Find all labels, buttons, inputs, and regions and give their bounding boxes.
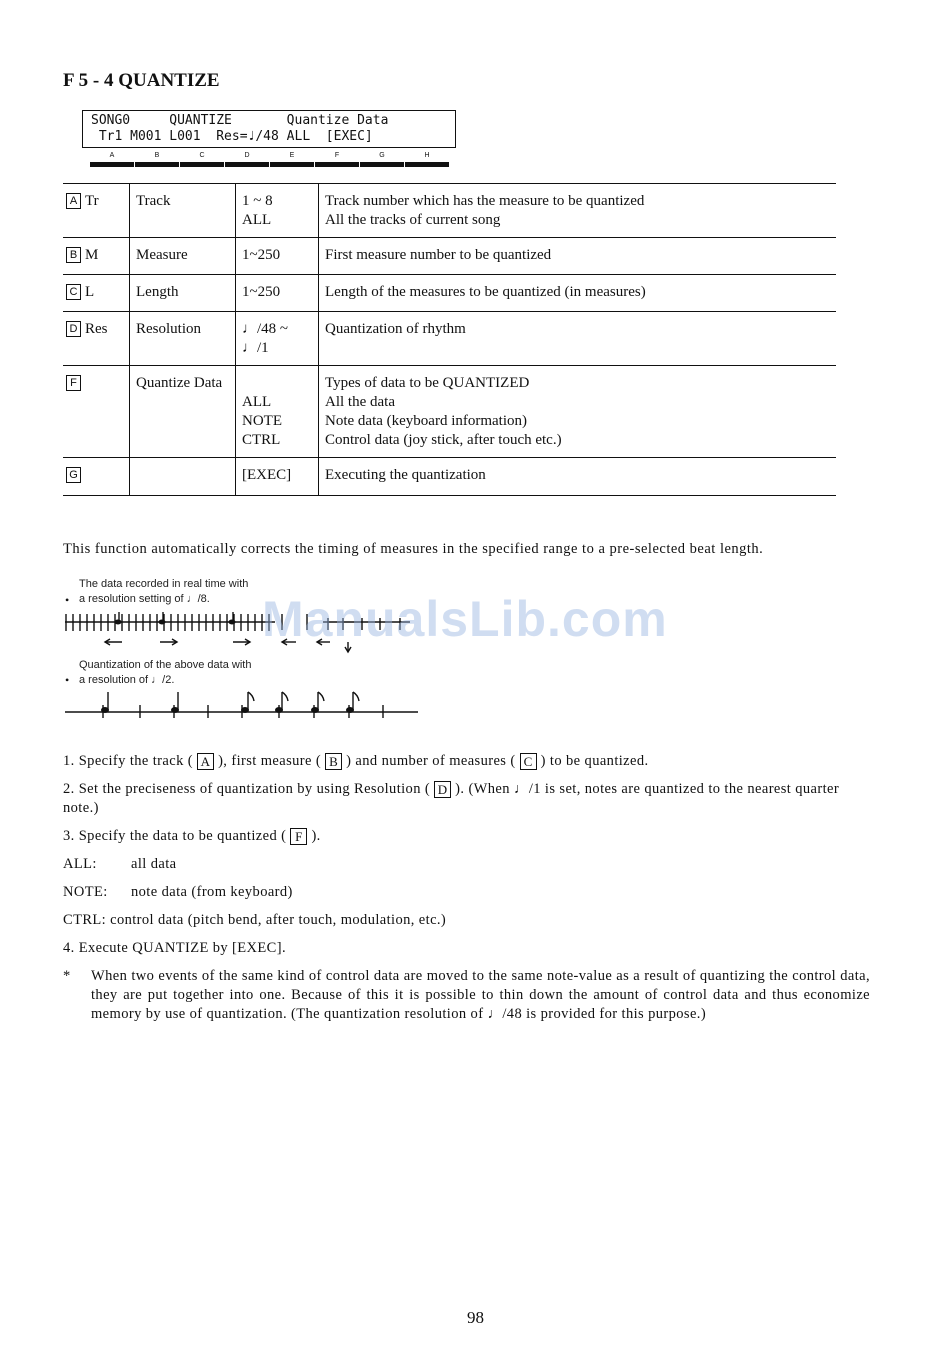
softkey-b[interactable]: B	[135, 152, 179, 167]
softkey-c[interactable]: C	[180, 152, 224, 167]
def-all: ALL: all data	[63, 856, 177, 872]
lcd-display	[82, 110, 456, 148]
softkey-h[interactable]: H	[405, 152, 449, 167]
key-label: G	[66, 467, 81, 483]
table-row: D Res Resolution ♩/48 ~ ♩/1 Quantization of rhythm	[63, 312, 836, 366]
step-4: 4. Execute QUANTIZE by [EXEC].	[63, 940, 286, 956]
key-label: D	[66, 321, 81, 337]
parameter-table	[63, 183, 836, 496]
key-label: A	[197, 753, 214, 770]
key-label: F	[66, 375, 81, 391]
bullet-icon: •	[65, 593, 70, 607]
page-title: F 5 - 4 QUANTIZE	[63, 70, 220, 91]
page-number: 98	[467, 1308, 484, 1327]
step-3: 3. Specify the data to be quantized ( F ).	[63, 828, 321, 844]
diagram-caption-1b: a resolution setting of ♩/8.	[79, 593, 210, 605]
diagram-caption-2a: Quantization of the above data with	[79, 659, 252, 671]
bullet-icon: •	[65, 673, 70, 687]
table-row: C L Length 1~250 Length of the measures to be quantized (in measures)	[63, 275, 836, 312]
key-label: F	[290, 828, 307, 845]
key-label: B	[66, 247, 81, 263]
table-row: A Tr Track 1 ~ 8 ALL Track number which has the measure to be quantized All the tracks of current song	[63, 184, 836, 238]
lcd-line-1: SONG0 QUANTIZE Quantize Data	[91, 113, 389, 128]
key-label: D	[434, 781, 451, 798]
steps-section	[63, 752, 870, 1024]
key-label: A	[66, 193, 81, 209]
def-note: NOTE: note data (from keyboard)	[63, 884, 293, 900]
softkey-a[interactable]: A	[90, 152, 134, 167]
softkey-e[interactable]: E	[270, 152, 314, 167]
key-label: B	[325, 753, 342, 770]
softkey-g[interactable]: G	[360, 152, 404, 167]
diagram-caption-1a: The data recorded in real time with	[79, 578, 249, 590]
table-row: B M Measure 1~250 First measure number to be quantized	[63, 238, 836, 275]
table-row: F Quantize Data ALL NOTE CTRL Types of data to be QUANTIZED All the data Note data (keyboard information) Control data (joy stick, after touch etc.)	[63, 366, 836, 458]
step-2: 2. Set the preciseness of quantization by using Resolution ( D ). (When ♩/1 is set, notes are quantized to the nearest quarter note.)	[63, 781, 840, 816]
step-1: 1. Specify the track ( A ), first measure ( B ) and number of measures ( C ) to be quantized.	[63, 753, 649, 769]
lcd-softkeys	[90, 152, 450, 176]
softkey-f[interactable]: F	[315, 152, 359, 167]
intro-paragraph: This function automatically corrects the timing of measures in the specified range to a pre-selected beat length.	[63, 541, 764, 557]
diagram-caption-2b: a resolution of ♩/2.	[79, 674, 175, 686]
def-ctrl: CTRL: control data (pitch bend, after touch, modulation, etc.)	[63, 912, 447, 928]
key-label: C	[66, 284, 81, 300]
footnote: * When two events of the same kind of control data are moved to the same note-value as a result of quantizing the control data, they are put together into one. Because of this it is possible to thin down the amount of control data and thus economize memory by use of quantization. (The quantization resolution of ♩/48 is provided for this purpose.)	[63, 968, 870, 1022]
table-row: G [EXEC] Executing the quantization	[63, 458, 836, 496]
lcd-line-2: Tr1 M001 L001 Res=♩/48 ALL [EXEC]	[91, 129, 373, 144]
softkey-d[interactable]: D	[225, 152, 269, 167]
key-label: C	[520, 753, 537, 770]
watermark-logo: ManualsLib.com	[262, 591, 668, 647]
